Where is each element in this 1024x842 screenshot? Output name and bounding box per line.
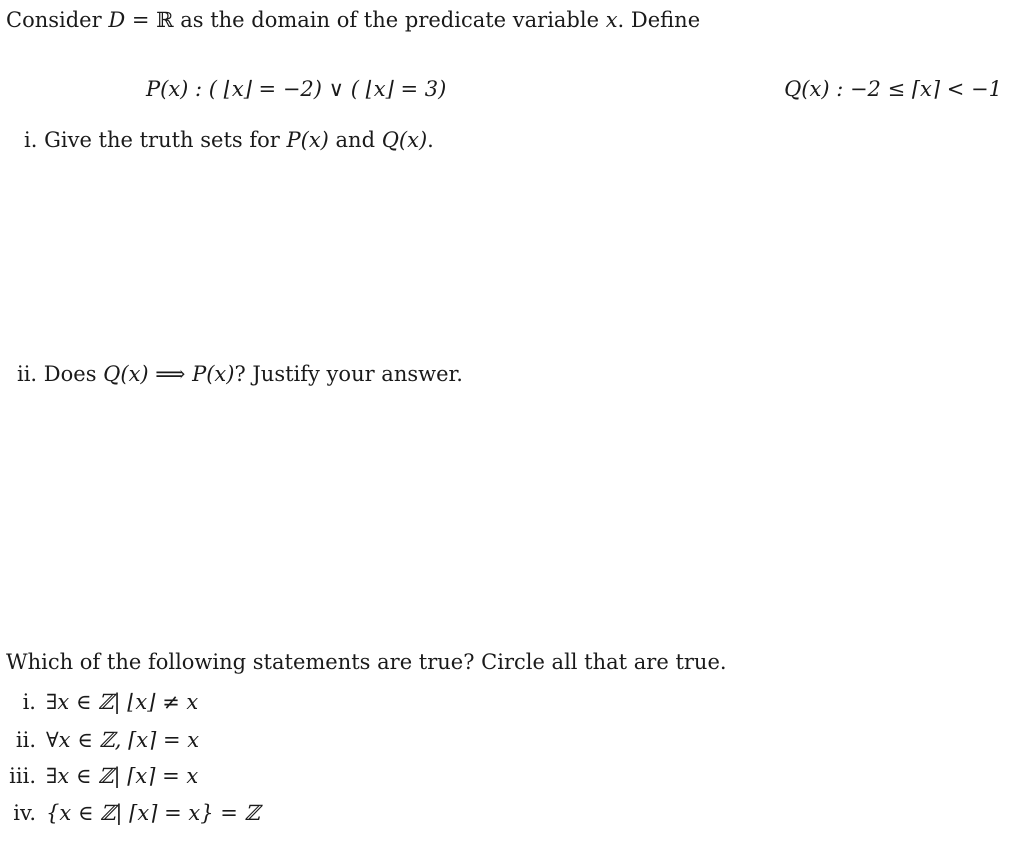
intro-text-start: Consider [6, 8, 109, 32]
question-text-end: . [427, 128, 434, 152]
statement-expression: ∃x ∈ ℤ| ⌊x⌋ ≠ x [46, 690, 199, 714]
question-text-start: Does [43, 362, 104, 386]
intro-sentence [6, 6, 700, 34]
statement-option [0, 688, 900, 716]
statement-expression: ∀x ∈ ℤ, ⌈x⌉ = x [46, 728, 200, 752]
intro-text-end: . Define [617, 8, 701, 32]
statement-expression: ∃x ∈ ℤ| ⌈x⌉ = x [46, 764, 199, 788]
statement-expression: {x ∈ ℤ| ⌈x⌉ = x} = ℤ [46, 801, 260, 825]
statement-number: i. [22, 690, 36, 714]
question-text-and: and [328, 128, 382, 152]
statement-option [0, 762, 900, 790]
intro-variable-symbol: x [605, 8, 618, 32]
question-text-start: Give the truth sets for [44, 128, 287, 152]
question-text-end: ? Justify your answer. [234, 362, 463, 386]
statement-number: iii. [9, 764, 36, 788]
predicate-p-definition: P(x) : ( ⌊x⌋ = −2) ∨ ( ⌊x⌋ = 3) [146, 77, 447, 101]
intro-text-middle: = ℝ as the domain of the predicate variable [125, 8, 606, 32]
statement-option [0, 799, 900, 827]
question-implication [17, 360, 463, 388]
question-truth-sets [24, 126, 434, 154]
question-number: ii. [17, 362, 38, 386]
predicate-q-definition: Q(x) : −2 ≤ ⌈x⌉ < −1 [784, 77, 1002, 101]
question-implication-expression: Q(x) ⟹ P(x) [103, 362, 235, 386]
statement-number: ii. [15, 728, 36, 752]
statement-option [0, 726, 900, 754]
statements-prompt: Which of the following statements are true? Circle all that are true. [6, 650, 727, 674]
statement-number: iv. [13, 801, 36, 825]
question-q-symbol: Q(x) [381, 128, 428, 152]
question-number: i. [24, 128, 38, 152]
intro-domain-symbol: D [108, 8, 126, 32]
question-p-symbol: P(x) [286, 128, 329, 152]
